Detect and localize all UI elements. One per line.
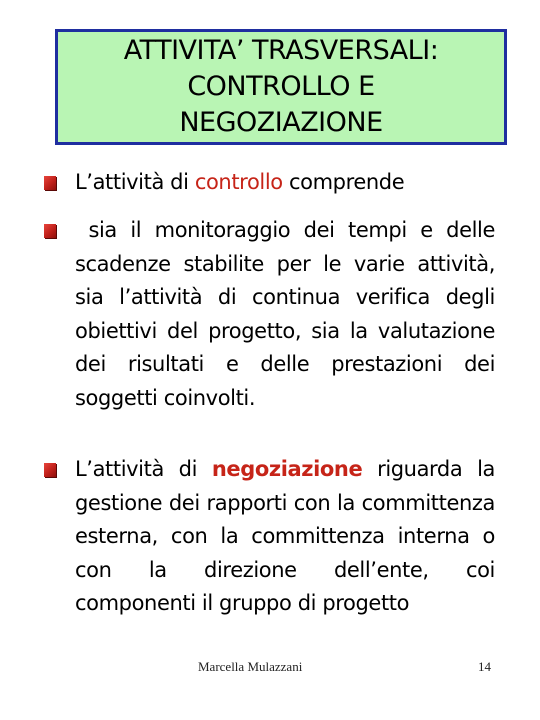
- footer-author: Marcella Mulazzani: [198, 659, 303, 674]
- bullet-1-after: comprende: [282, 170, 405, 194]
- slide-title-line-3: NEGOZIAZIONE: [179, 107, 383, 138]
- bullet-text-3: [75, 453, 495, 621]
- slide-title-line-1: ATTIVITA’ TRASVERSALI:: [123, 35, 439, 66]
- footer-page-number: 14: [478, 659, 491, 674]
- bullet-1-before: L’attività di: [75, 170, 195, 194]
- bullet-3-before: L’attività di: [75, 457, 212, 481]
- bullet-marker-1: [44, 176, 56, 190]
- bullet-marker-2: [44, 224, 56, 238]
- bullet-marker-3: [44, 463, 56, 477]
- bullet-text-2: sia il monitoraggio dei tempi e delle scadenze stabilite per le varie attività, sia l’attività di continua verifica degli obiettivi del progetto, sia la valutazione dei risultati e delle prestazioni dei soggetti coinvolti.: [75, 218, 502, 410]
- slide-title-box: [55, 29, 507, 145]
- controllo-highlight: controllo: [194, 170, 283, 194]
- slide-title-line-2: CONTROLLO E: [187, 71, 375, 102]
- negoziazione-highlight: negoziazione: [211, 457, 363, 481]
- bullet-text-1: [75, 166, 495, 200]
- bullet-3-after: riguarda la gestione dei rapporti con la committenza esterna, con la committenza interna o con la direzione dell’ente, coi componenti il gruppo di progetto: [75, 457, 495, 615]
